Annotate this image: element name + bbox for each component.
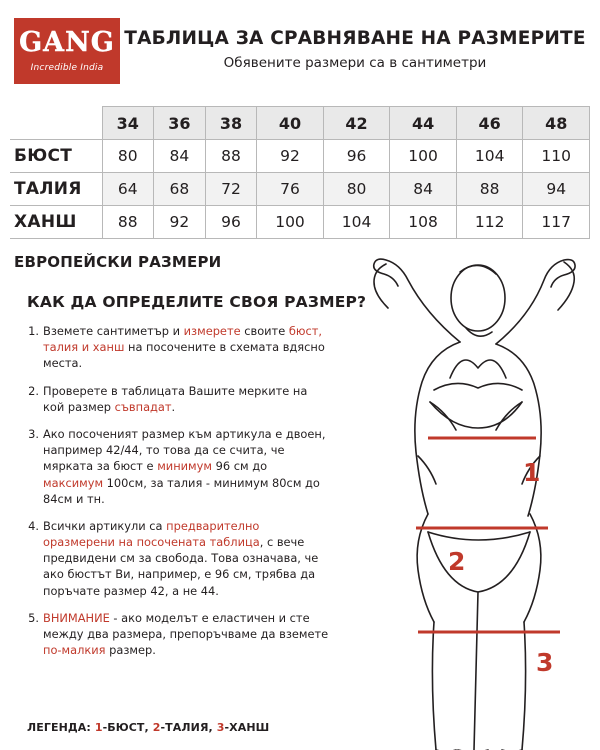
- table-cell: 100: [257, 206, 324, 239]
- table-cell: 80: [102, 140, 154, 173]
- table-cell: 80: [323, 173, 390, 206]
- step-text-fragment: на посочените в схемата вдясно места.: [43, 340, 325, 371]
- step-text-fragment: , с вече предвидени см за свобода. Това означава, че ако бюстът Ви, например, е 96 см, трябва да поръчате размер 42, а не 44.: [43, 535, 319, 598]
- table-column-header: 42: [323, 107, 390, 140]
- table-cell: 84: [390, 173, 457, 206]
- step-number: 3.: [28, 426, 39, 441]
- step-text-fragment: по-малкия: [43, 643, 106, 658]
- step-number: 2.: [28, 383, 39, 398]
- table-cell: 112: [456, 206, 523, 239]
- table-row-label: ХАНШ: [10, 206, 102, 239]
- step-text: [43, 426, 330, 507]
- legend-item-number: 3: [216, 721, 225, 734]
- table-cell: 104: [456, 140, 523, 173]
- table-cell: 108: [390, 206, 457, 239]
- table-column-header: 38: [205, 107, 257, 140]
- step-text: [43, 383, 330, 415]
- step-text-fragment: бюст, талия и ханш: [43, 324, 322, 355]
- table-body: [10, 140, 590, 239]
- table-header-row: [10, 107, 590, 140]
- brand-tagline: Incredible India: [30, 63, 104, 73]
- table-cell: 117: [523, 206, 590, 239]
- table-cell: 92: [257, 140, 324, 173]
- instruction-list: [0, 323, 330, 658]
- step-text: [43, 610, 330, 659]
- table-corner-cell: [10, 107, 102, 140]
- instruction-step: [27, 383, 330, 415]
- step-text-fragment: своите: [240, 324, 289, 338]
- table-cell: 92: [154, 206, 206, 239]
- legend-item-label: -БЮСТ,: [102, 721, 153, 734]
- page-header: [0, 0, 600, 90]
- table-cell: 84: [154, 140, 206, 173]
- page-title: ТАБЛИЦА ЗА СРАВНЯВАНЕ НА РАЗМЕРИТЕ: [124, 28, 586, 49]
- table-cell: 72: [205, 173, 257, 206]
- legend-item-number: 2: [152, 721, 161, 734]
- bust-measure-label: 1: [523, 458, 541, 487]
- table-head: [10, 107, 590, 140]
- eu-sizes-heading: ЕВРОПЕЙСКИ РАЗМЕРИ: [14, 253, 222, 271]
- instruction-step: [27, 518, 330, 599]
- step-number: 4.: [28, 518, 39, 533]
- step-text-fragment: 100см, за талия - минимум 80см до 84см и тн.: [43, 475, 320, 506]
- table-column-header: 40: [257, 107, 324, 140]
- legend-item-label: -ХАНШ: [224, 721, 270, 734]
- table-row: [10, 206, 590, 239]
- step-number: 5.: [28, 610, 39, 625]
- legend-item-number: 1: [94, 721, 103, 734]
- table-row-label: ТАЛИЯ: [10, 173, 102, 206]
- table-row-label: БЮСТ: [10, 140, 102, 173]
- table-cell: 110: [523, 140, 590, 173]
- step-text-fragment: Проверете в таблицата Вашите мерките на кой размер: [43, 383, 308, 414]
- step-text-fragment: предварително оразмерени на посочената таблица: [43, 518, 260, 550]
- step-text-fragment: минимум: [157, 459, 212, 474]
- instruction-step: [27, 610, 330, 659]
- table-column-header: 44: [390, 107, 457, 140]
- instruction-step: [27, 323, 330, 372]
- step-text-fragment: 96 см до: [211, 459, 268, 474]
- table-cell: 64: [102, 173, 154, 206]
- brand-name: GANG: [19, 27, 115, 58]
- step-text-fragment: ВНИМАНИЕ: [43, 610, 110, 625]
- table-column-header: 36: [154, 107, 206, 140]
- table-cell: 96: [323, 140, 390, 173]
- table-cell: 88: [456, 173, 523, 206]
- table-cell: 96: [205, 206, 257, 239]
- legend-title: ЛЕГЕНДА:: [27, 721, 95, 734]
- step-text-fragment: Ако посоченият размер към артикула е двоен, например 42/44, то това да се счита, че мярката за бюст е: [43, 426, 326, 474]
- step-text-fragment: съвпадат: [114, 399, 172, 414]
- table-cell: 100: [390, 140, 457, 173]
- instruction-step: [27, 426, 330, 507]
- step-text-fragment: измерете: [183, 324, 241, 338]
- table-column-header: 46: [456, 107, 523, 140]
- size-table-container: [10, 106, 590, 239]
- hips-measure-label: 3: [536, 648, 554, 677]
- waist-measure-label: 2: [448, 547, 466, 576]
- table-cell: 76: [257, 173, 324, 206]
- step-text: [43, 518, 330, 599]
- step-number: 1.: [28, 324, 39, 338]
- size-comparison-table: [10, 106, 590, 239]
- table-column-header: 48: [523, 107, 590, 140]
- step-text-fragment: - ако моделът е еластичен и сте между два размера, препоръчваме да вземете: [43, 610, 329, 641]
- header-text-block: [120, 18, 590, 71]
- step-text-fragment: размер.: [105, 643, 156, 658]
- legend: [27, 721, 269, 734]
- table-row: [10, 173, 590, 206]
- step-text-fragment: Всички артикули са: [43, 518, 167, 533]
- step-text: [43, 323, 330, 372]
- legend-item-label: -ТАЛИЯ,: [160, 721, 217, 734]
- step-text-fragment: .: [171, 399, 176, 414]
- table-cell: 94: [523, 173, 590, 206]
- table-cell: 88: [102, 206, 154, 239]
- table-cell: 88: [205, 140, 257, 173]
- step-text-fragment: Вземете сантиметър и: [43, 324, 184, 338]
- howto-heading: КАК ДА ОПРЕДЕЛИТЕ СВОЯ РАЗМЕР?: [27, 293, 367, 311]
- table-column-header: 34: [102, 107, 154, 140]
- page-subtitle: Обявените размери са в сантиметри: [223, 55, 487, 71]
- brand-logo: [14, 18, 120, 84]
- table-row: [10, 140, 590, 173]
- step-text-fragment: максимум: [43, 475, 104, 490]
- table-cell: 68: [154, 173, 206, 206]
- table-cell: 104: [323, 206, 390, 239]
- body-figure-illustration: [310, 250, 600, 750]
